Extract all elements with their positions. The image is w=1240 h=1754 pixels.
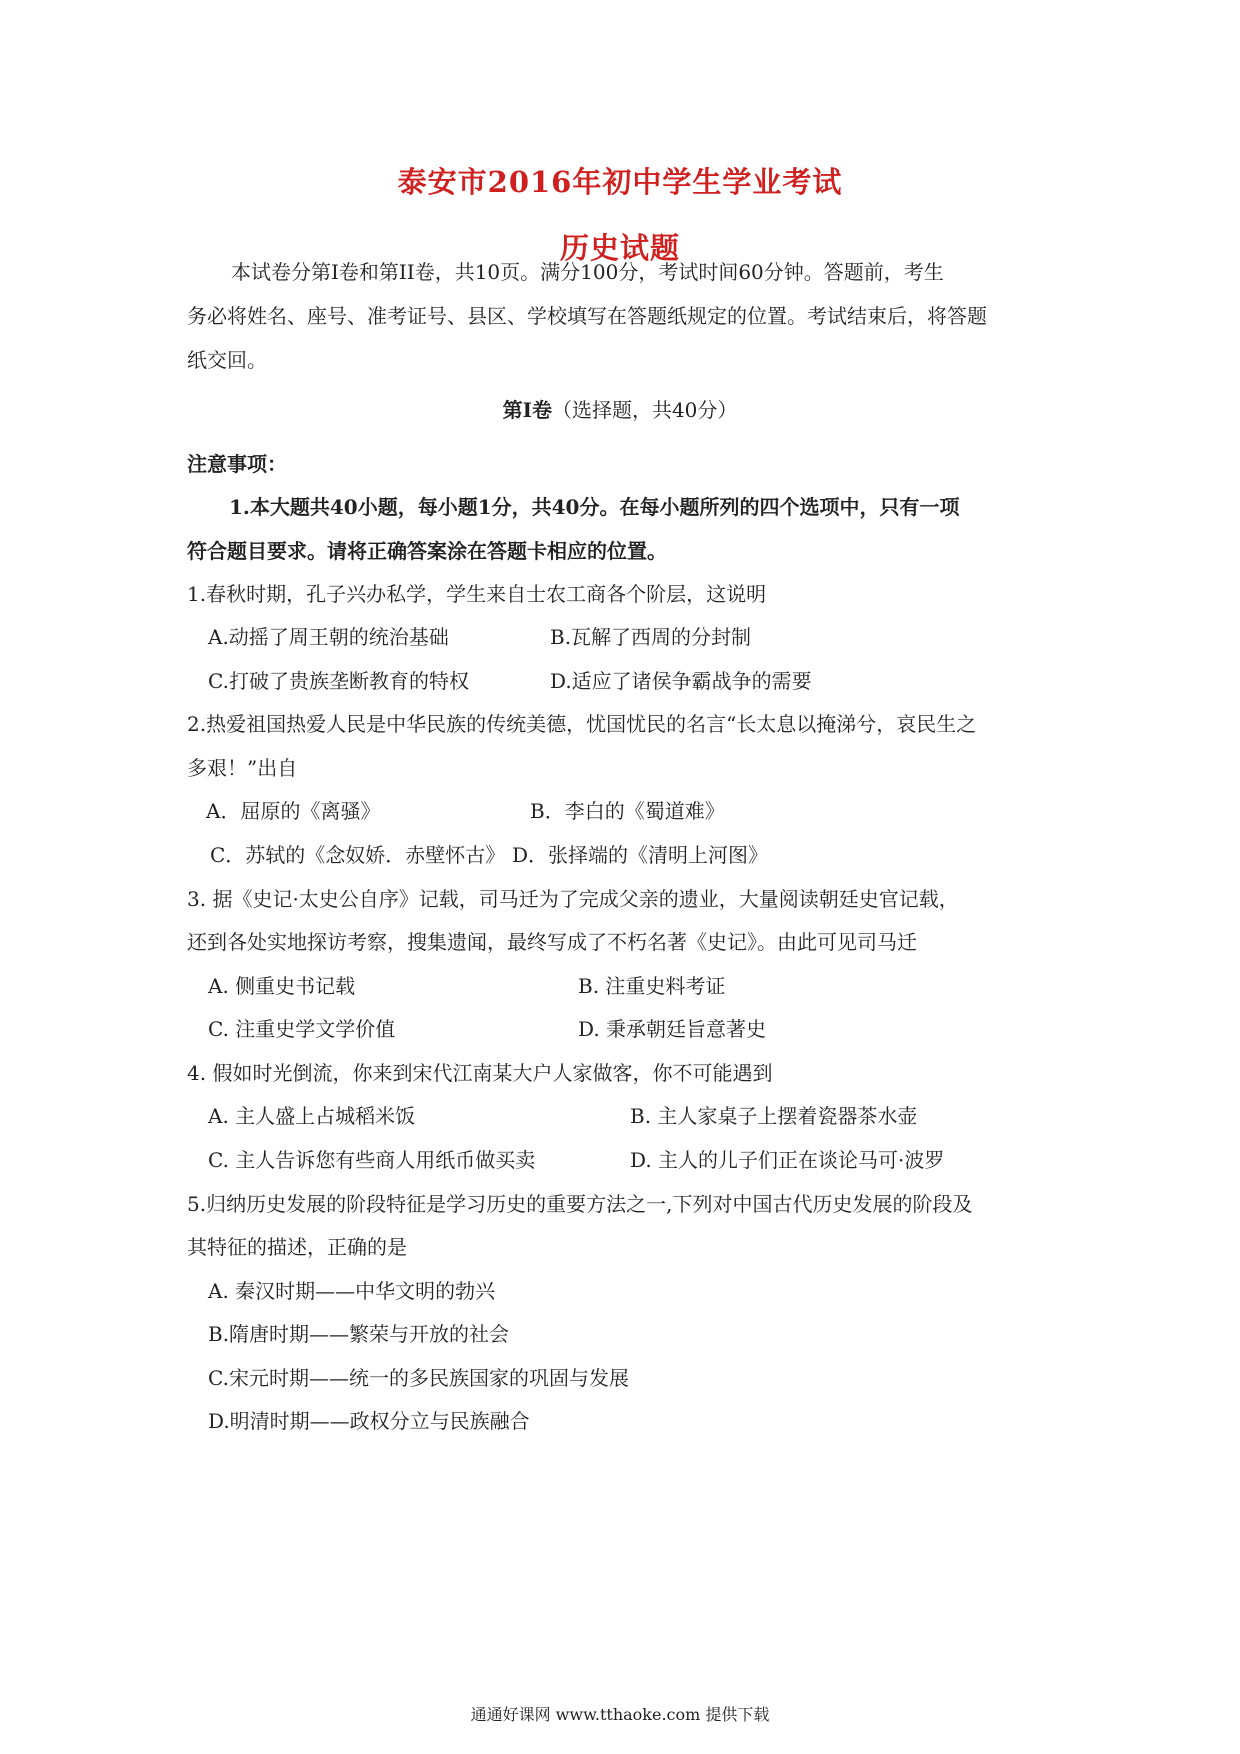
question-5-option-b: B.隋唐时期——繁荣与开放的社会 xyxy=(208,1322,510,1346)
question-3-option-a: A. 侧重史书记载 xyxy=(208,974,356,998)
question-4-option-b: B. 主人家桌子上摆着瓷器茶水壶 xyxy=(630,1104,918,1128)
question-2-stem-1: 2.热爱祖国热爱人民是中华民族的传统美德，忧国忧民的名言“长太息以掩涕兮，哀民生之 xyxy=(187,712,977,736)
question-1-option-c: C.打破了贵族垄断教育的特权 xyxy=(208,669,469,693)
question-4-option-a: A. 主人盛上占城稻米饭 xyxy=(208,1104,416,1128)
intro-line-1: 本试卷分第Ⅰ卷和第II卷，共10页。满分100分，考试时间60分钟。答题前，考生 xyxy=(231,260,944,284)
question-5-option-a: A. 秦汉时期——中华文明的勃兴 xyxy=(208,1279,496,1303)
question-4-stem: 4. 假如时光倒流，你来到宋代江南某大户人家做客，你不可能遇到 xyxy=(187,1061,773,1085)
question-1-stem: 1.春秋时期，孔子兴办私学，学生来自士农工商各个阶层，这说明 xyxy=(187,582,767,606)
notes-line-1: 1.本大题共40小题，每小题1分，共40分。在每小题所列的四个选项中，只有一项 xyxy=(229,495,960,519)
question-3-stem-2: 还到各处实地探访考察，搜集遗闻，最终写成了不朽名著《史记》。由此可见司马迁 xyxy=(187,930,917,954)
notes-line-2: 符合题目要求。请将正确答案涂在答题卡相应的位置。 xyxy=(187,539,667,563)
question-3-option-d: D. 秉承朝廷旨意著史 xyxy=(578,1017,767,1041)
question-4-option-c: C. 主人告诉您有些商人用纸币做买卖 xyxy=(208,1148,536,1172)
question-1-option-b: B.瓦解了西周的分封制 xyxy=(550,625,752,649)
exam-title: 泰安市2016年初中学生学业考试 xyxy=(397,165,843,199)
page-footer: 通通好课网 www.tthaoke.com 提供下载 xyxy=(470,1705,770,1724)
notes-label: 注意事项： xyxy=(187,452,287,476)
question-5-option-d: D.明清时期——政权分立与民族融合 xyxy=(208,1409,530,1433)
intro-line-2: 务必将姓名、座号、准考证号、县区、学校填写在答题纸规定的位置。考试结束后，将答题 xyxy=(187,304,987,328)
question-2-option-d: D．张择端的《清明上河图》 xyxy=(512,843,769,867)
question-2-stem-2: 多艰！”出自 xyxy=(187,756,298,780)
question-1-option-a: A.动摇了周王朝的统治基础 xyxy=(208,625,449,649)
question-3-stem-1: 3. 据《史记·太史公自序》记载，司马迁为了完成父亲的遗业，大量阅读朝廷史官记载， xyxy=(187,887,959,911)
question-5-option-c: C.宋元时期——统一的多民族国家的巩固与发展 xyxy=(208,1366,629,1390)
question-3-option-c: C. 注重史学文学价值 xyxy=(208,1017,396,1041)
question-3-option-b: B. 注重史料考证 xyxy=(578,974,726,998)
section-heading-bold: 第Ⅰ卷 xyxy=(502,398,552,422)
exam-subtitle: 历史试题 xyxy=(559,231,680,265)
question-2-option-c: C．苏轼的《念奴娇．赤壁怀古》 xyxy=(210,843,506,867)
question-5-stem-2: 其特征的描述，正确的是 xyxy=(187,1235,407,1259)
section-heading xyxy=(0,396,1240,424)
intro-line-3: 纸交回。 xyxy=(187,348,267,372)
question-1-option-d: D.适应了诸侯争霸战争的需要 xyxy=(550,669,812,693)
question-4-option-d: D. 主人的儿子们正在谈论马可·波罗 xyxy=(630,1148,945,1172)
section-heading-rest: （选择题，共40分） xyxy=(551,398,738,422)
question-2-option-b: B．李白的《蜀道难》 xyxy=(530,799,725,823)
question-2-option-a: A．屈原的《离骚》 xyxy=(206,799,381,823)
question-5-stem-1: 5.归纳历史发展的阶段特征是学习历史的重要方法之一,下列对中国古代历史发展的阶段及 xyxy=(187,1192,973,1216)
